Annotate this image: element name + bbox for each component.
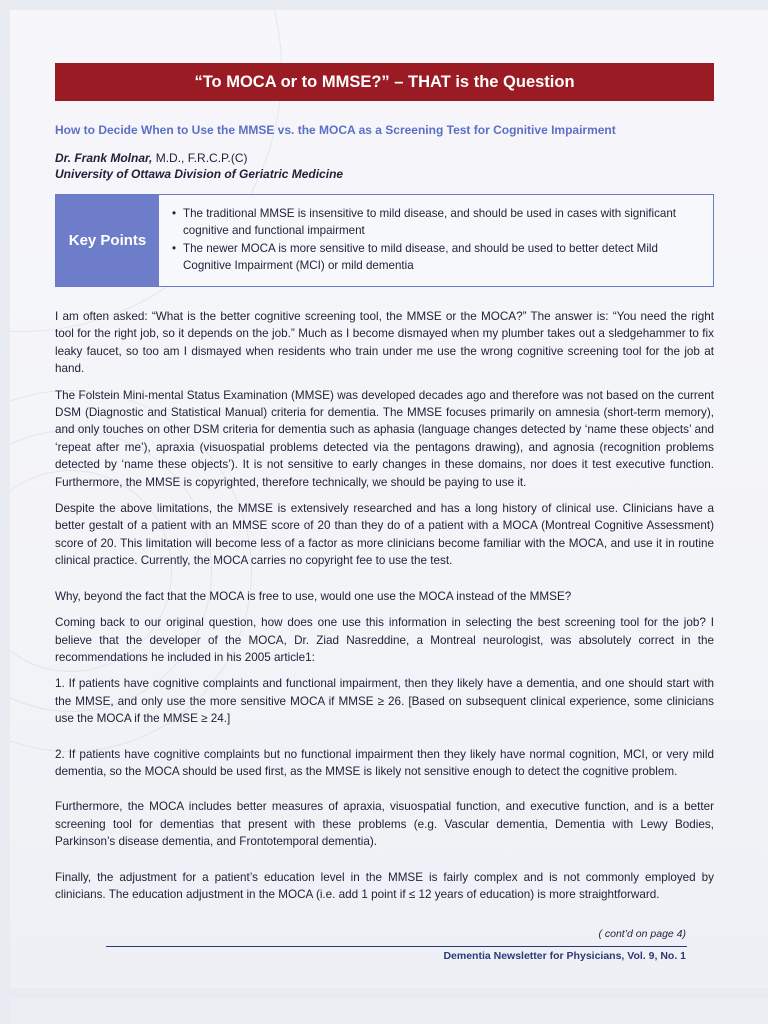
author-institution: University of Ottawa Division of Geriatric Medicine bbox=[55, 167, 344, 181]
next-page-edge bbox=[10, 998, 768, 1024]
newsletter-page bbox=[10, 10, 768, 988]
body-paragraph: The Folstein Mini-mental Status Examination (MMSE) was developed decades ago and therefore was not based on the current DSM (Diagnostic and Statistical Manual) criteria for dementia. The MMSE focuses primarily on amnesia (short-term memory), and only touches on other DSM criteria for dementia such as aphasia (language changes detected by ‘name these objects’ and ‘repeat after me’), apraxia (visuospatial problems detected via the pentagons drawing), and agnosia (recognition problems detected by ‘name these objects’). It is not sensitive to early changes in these domains, nor does it test executive function. Furthermore, the MMSE is copyrighted, therefore technically, we should be paying to use it. bbox=[55, 388, 714, 489]
body-paragraph: I am often asked: “What is the better cognitive screening tool, the MMSE or the MOCA?” The answer is: “You need the right tool for the right job, so it depends on the job.” Much as I become dismayed when my plumber takes out a sledgehammer to fix leaky faucet, so too am I dismayed when residents who train under me use the wrong cognitive screening tool for the job at hand. bbox=[55, 310, 714, 376]
body-paragraph: Furthermore, the MOCA includes better measures of apraxia, visuospatial function, and executive function, and is a better screening tool for dementias that present with these problems (e.g. Vascular dementia, Dementia with Lewy Bodies, Parkinson’s disease dementia, and Frontotemporal dementia). bbox=[55, 800, 714, 849]
key-points-list bbox=[172, 205, 702, 275]
author-block bbox=[55, 150, 735, 182]
article-title: “To MOCA or to MMSE?” – THAT is the Question bbox=[194, 72, 575, 91]
author-name: Dr. Frank Molnar, bbox=[55, 151, 153, 165]
article-body bbox=[55, 308, 714, 912]
key-points-box bbox=[55, 194, 714, 287]
body-paragraph: Coming back to our original question, how does one use this information in selecting the best screening tool for the job? I believe that the developer of the MOCA, Dr. Ziad Nasreddine, a Montreal neurologist, was absolutely correct in the recommendations he included in his 2005 article1: bbox=[55, 616, 714, 664]
body-paragraph: 2. If patients have cognitive complaints but no functional impairment then they likely have normal cognition, MCI, or very mild dementia, so the MOCA should be used first, as the MMSE is likely not sensitive enough to detect the cognitive problem. bbox=[55, 747, 714, 778]
footer-divider bbox=[106, 946, 687, 947]
author-line bbox=[55, 150, 735, 166]
body-paragraph: Despite the above limitations, the MMSE is extensively researched and has a long history of clinical use. Clinicians have a better gestalt of a patient with an MMSE score of 20 than they do of a patient with a MOCA (Montreal Cognitive Assessment) score of 20. This limitation will become less of a factor as more clinicians become familiar with the MOCA, and use it in routine clinical practice. Currently, the MOCA carries no copyright fee to use the test. bbox=[55, 502, 714, 568]
body-paragraph: 1. If patients have cognitive complaints and functional impairment, then they likely have a dementia, and one should start with the MMSE, and only use the more sensitive MOCA if MMSE ≥ 26. [Based on subsequent clinical experience, some clinicians use the MOCA if the MMSE ≥ 24.] bbox=[55, 677, 714, 726]
continued-note: ( cont’d on page 4) bbox=[598, 928, 686, 940]
article-title-banner bbox=[55, 63, 714, 101]
author-credentials: M.D., F.R.C.P.(C) bbox=[152, 151, 248, 165]
body-paragraph: Why, beyond the fact that the MOCA is free to use, would one use the MOCA instead of the MMSE? bbox=[55, 589, 572, 603]
key-point-item: • The traditional MMSE is insensitive to mild disease, and should be used in cases with significant cognitive and functional impairment bbox=[172, 205, 702, 239]
newsletter-footer: Dementia Newsletter for Physicians, Vol. 9, No. 1 bbox=[443, 950, 686, 962]
key-point-item: • The newer MOCA is more sensitive to mild disease, and should be used to better detect Mild Cognitive Impairment (MCI) or mild dementia bbox=[172, 240, 702, 274]
key-points-label: Key Points bbox=[56, 195, 159, 286]
article-subtitle: How to Decide When to Use the MMSE vs. the MOCA as a Screening Test for Cognitive Impairment bbox=[55, 123, 616, 137]
body-paragraph: Finally, the adjustment for a patient’s education level in the MMSE is fairly complex and is not commonly employed by clinicians. The education adjustment in the MOCA (i.e. add 1 point if ≤ 12 years of education) is more straightforward. bbox=[55, 870, 714, 901]
